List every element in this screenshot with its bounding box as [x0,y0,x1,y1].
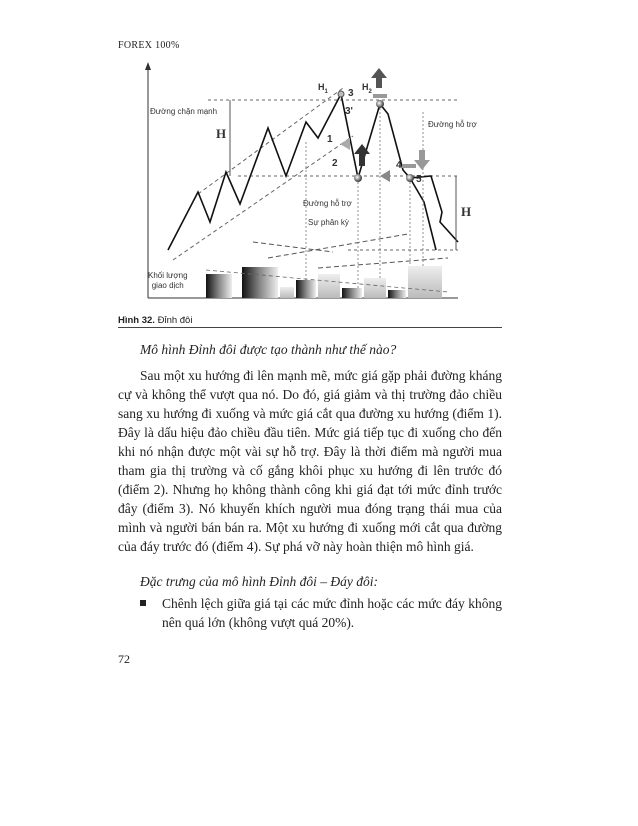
page-number: 72 [118,652,130,666]
label-point-3: 3 [348,88,354,99]
volume-bar-2 [242,267,278,298]
volume-bar-4 [296,280,316,298]
point-h2-marker [376,100,384,108]
body-paragraph: Sau một xu hướng đi lên mạnh mẽ, mức giá gặp phải đường kháng cự và không thể vượt qua nó. Do đó, giá giảm và thị trường đảo chiều sang xu hướng đi xuống và mức giá cắt qua đường xu hướng (điểm 1). Đây là dấu hiệu đảo chiều đầu tiên. Mức giá tiếp tục đi xuống cho đến khi nó nhận được một vài sự hỗ trợ. Đây là thời điểm mà người mua tham gia thị trường và cố gắng khôi phục xu hướng đi lên trước đó (điểm 2). Nhưng họ không thành công khi giá đạt tới mức đỉnh trước đây (điểm 3). Nó khuyến khích người mua đóng trạng thái mua của mình và người bán bán ra. Một xu hướng đi xuống mới cắt qua đường của đáy trước đó (điểm 4). Sự phá vỡ này hoàn thiện mô hình giá. [118,368,502,554]
volume-bar-7 [364,278,386,298]
volume-bar-1 [206,274,232,298]
label-point-3prime: 3' [345,106,353,117]
bullet-text: Chênh lệch giữa giá tại các mức đỉnh hoặc các mức đáy không nên quá lớn (không vượt quá 20%). [162,596,502,630]
label-volume-line2: giao dịch [151,281,184,290]
point-3-box [373,94,387,98]
label-point-2: 2 [332,158,338,169]
volume-bar-5 [318,274,340,298]
point-5-marker [406,174,414,182]
bullet-square-icon [140,600,146,606]
volume-bar-6 [342,288,362,298]
label-h-right: H [461,204,472,219]
volume-bar-3 [280,287,294,298]
section-subheading: Đặc trưng của mô hình Đỉnh đôi – Đáy đôi: [140,574,378,589]
section-heading: Mô hình Đỉnh đôi được tạo thành như thế nào? [140,342,397,357]
label-h1 [318,82,328,95]
label-point-4: 4 [396,160,402,171]
caption-number: Hình 32. [118,315,155,326]
divergence-line-1 [253,242,333,252]
arrow-point-1 [340,138,350,150]
label-support-right: Đường hỗ trợ [428,120,477,129]
label-point-1: 1 [327,134,333,145]
caption-text: Đỉnh đôi [154,315,193,326]
label-h2 [362,82,372,95]
running-header: FOREX 100% [118,40,180,51]
label-h2-letter: H [362,82,369,92]
up-arrow-top [371,68,387,88]
volume-bar-9 [408,266,442,298]
bullet-item [140,594,502,632]
label-resistance: Đường chặn mạnh [150,107,218,116]
y-axis-arrow [145,62,151,70]
label-h-left: H [216,126,227,141]
point-4-box [402,164,416,168]
label-h1-sub: 1 [324,88,328,95]
point-h1-marker [338,91,344,97]
label-volume-line1: Khối lượng [148,271,188,280]
double-top-figure [118,52,502,308]
point-2-marker [354,174,362,182]
label-h2-sub: 2 [368,88,372,95]
label-support-middle: Đường hỗ trợ [303,199,352,208]
figure-caption [118,315,192,326]
label-point-5: 5 [416,174,422,185]
down-arrow-right [414,150,430,170]
arrow-point-4 [380,170,390,182]
label-h1-letter: H [318,82,325,92]
label-divergence: Sự phân kỳ [308,218,349,227]
label-volume [148,271,188,291]
caption-rule [118,327,502,328]
double-top-diagram [118,52,502,308]
volume-bar-8 [388,290,406,298]
